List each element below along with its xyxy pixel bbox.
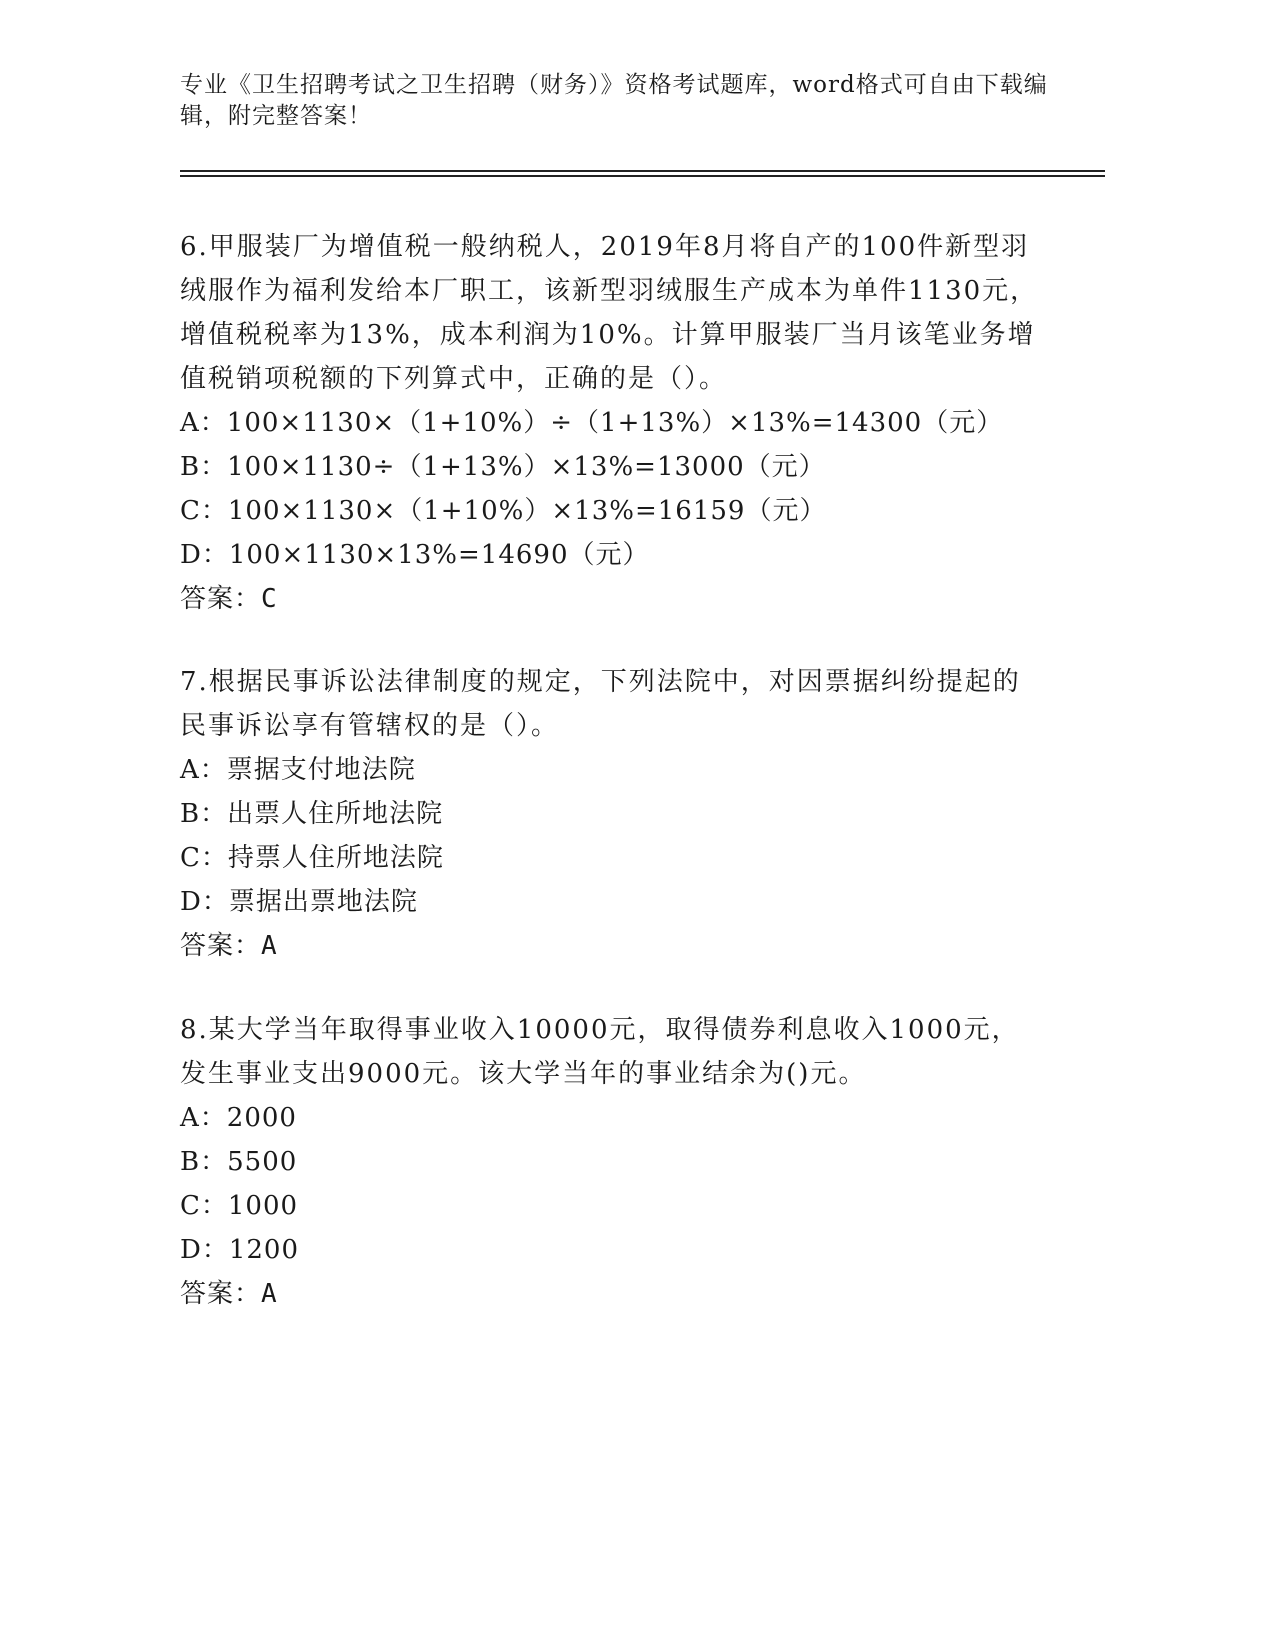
option-d: D：1200: [180, 1235, 300, 1265]
option-a: A：100×1130×（1+10%）÷（1+13%）×13%=14300（元）: [180, 408, 1004, 438]
header-divider-bottom: [180, 175, 1105, 177]
header-divider-top: [180, 170, 1105, 172]
answer: 答案：C: [180, 584, 278, 614]
option-d: D：100×1130×13%=14690（元）: [180, 540, 650, 570]
option-a: A：2000: [180, 1103, 297, 1133]
answer: 答案：A: [180, 1279, 278, 1309]
document-header: 专业《卫生招聘考试之卫生招聘（财务）》资格考试题库，word格式可自由下载编辑，附完整答案！: [180, 72, 1048, 129]
question-stem: 7.根据民事诉讼法律制度的规定，下列法院中，对因票据纠纷提起的民事诉讼享有管辖权的是（）。: [180, 667, 1021, 741]
question-6: [180, 225, 1040, 621]
option-b: B：5500: [180, 1147, 298, 1177]
option-c: C：持票人住所地法院: [180, 843, 444, 873]
option-c: C：100×1130×（1+10%）×13%=16159（元）: [180, 496, 827, 526]
option-a: A：票据支付地法院: [180, 755, 416, 785]
question-8: [180, 1008, 1040, 1316]
option-b: B：出票人住所地法院: [180, 799, 444, 829]
question-stem: 8.某大学当年取得事业收入10000元，取得债券利息收入1000元，发生事业支出9000元。该大学当年的事业结余为()元。: [180, 1015, 1020, 1089]
question-7: [180, 660, 1040, 968]
question-stem: 6.甲服装厂为增值税一般纳税人，2019年8月将自产的100件新型羽绒服作为福利发给本厂职工，该新型羽绒服生产成本为单件1130元，增值税税率为13%，成本利润为10%。计算甲服装厂当月该笔业务增值税销项税额的下列算式中，正确的是（）。: [180, 232, 1039, 394]
option-b: B：100×1130÷（1+13%）×13%=13000（元）: [180, 452, 826, 482]
option-d: D：票据出票地法院: [180, 887, 418, 917]
answer: 答案：A: [180, 931, 278, 961]
option-c: C：1000: [180, 1191, 299, 1221]
